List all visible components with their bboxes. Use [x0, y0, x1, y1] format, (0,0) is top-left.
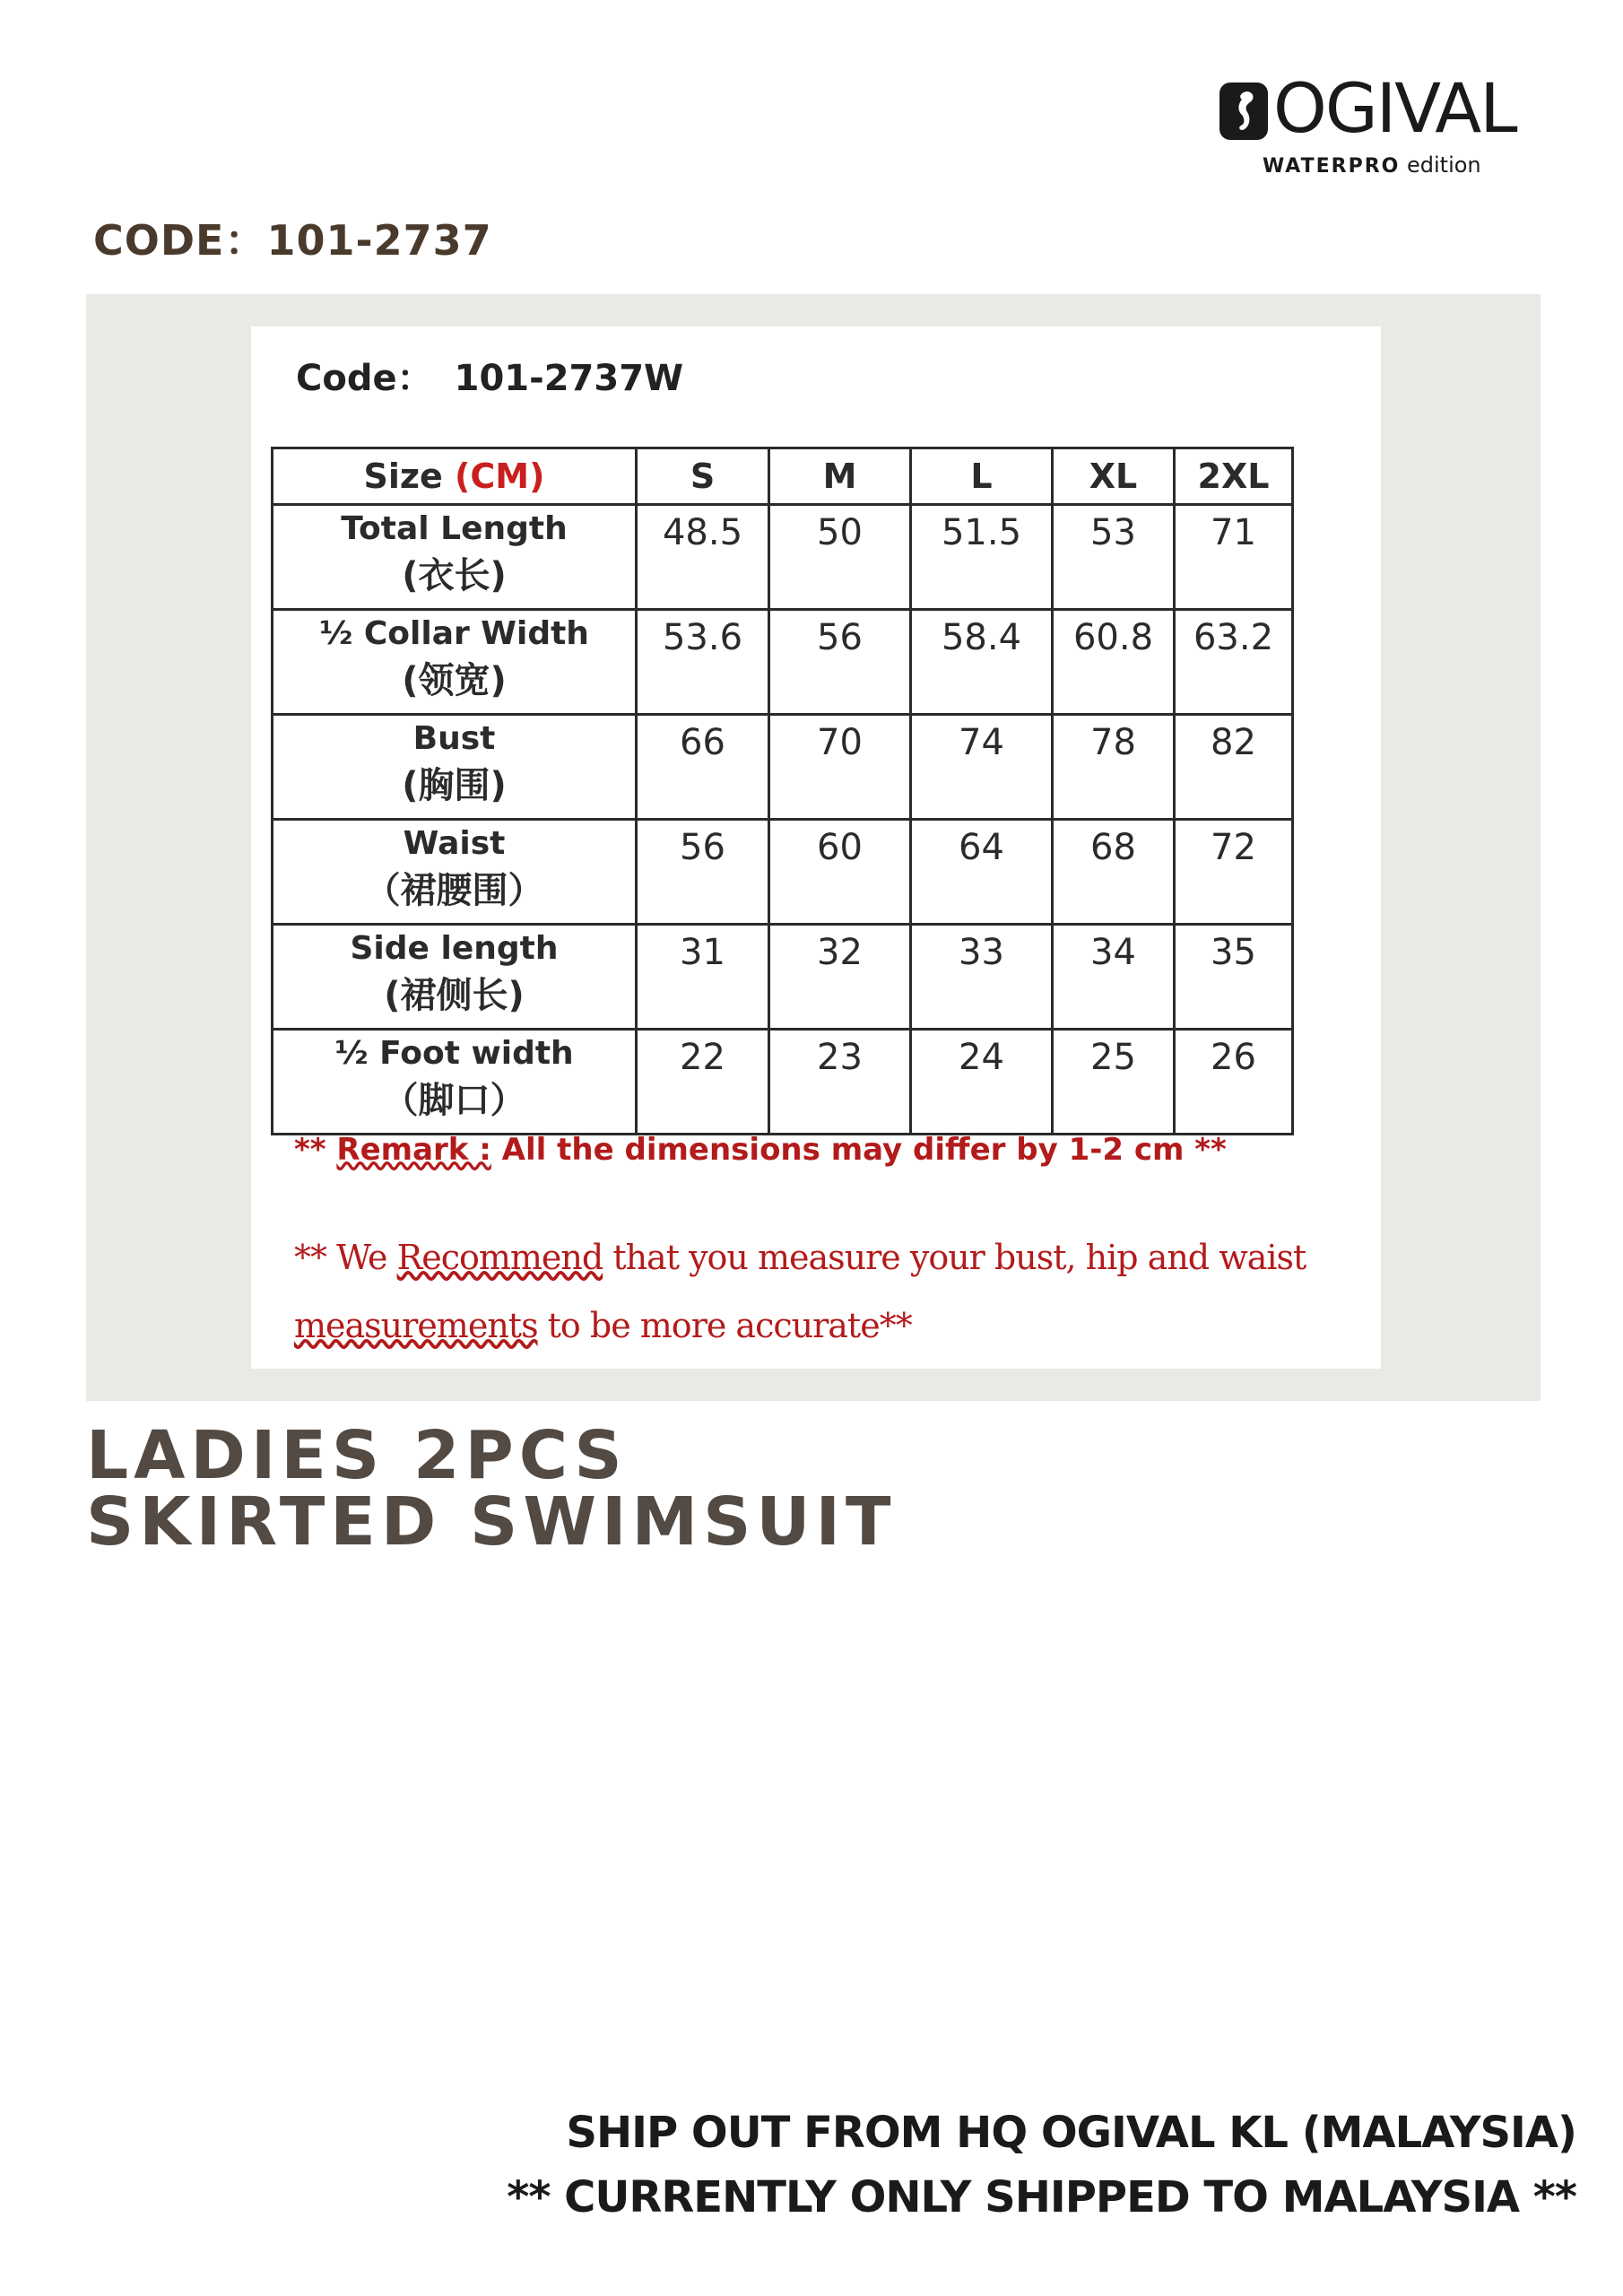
measurement-name-cn: (衣长) [402, 555, 507, 596]
table-cell: 56 [637, 820, 769, 925]
table-cell: 31 [637, 925, 769, 1030]
product-title [86, 1417, 897, 1561]
table-row [273, 1030, 1293, 1135]
table-cell: 71 [1175, 505, 1293, 610]
size-unit: (CM) [455, 457, 545, 496]
size-col-header: XL [1053, 448, 1175, 505]
size-col-header: M [769, 448, 911, 505]
measurement-name-cn: （裙腰围） [364, 870, 544, 911]
recommend-note [294, 1223, 1306, 1360]
recommend-prefix: ** We [294, 1238, 397, 1277]
product-title-line-1: LADIES 2PCS [86, 1417, 628, 1494]
table-cell: 23 [769, 1030, 911, 1135]
measurement-name: Side length [350, 930, 559, 967]
size-col-header: 2XL [1175, 448, 1293, 505]
size-chart-code [296, 350, 683, 401]
table-cell: 56 [769, 610, 911, 715]
recommend-text: that you measure your bust, hip and waist [603, 1238, 1306, 1277]
measurement-label [273, 505, 637, 610]
table-cell: 63.2 [1175, 610, 1293, 715]
size-chart-card [251, 326, 1381, 1369]
table-cell: 53.6 [637, 610, 769, 715]
table-cell: 64 [911, 820, 1053, 925]
table-cell: 34 [1053, 925, 1175, 1030]
measurement-name-cn: (胸围) [402, 765, 507, 806]
remark-note [294, 1132, 1227, 1168]
table-cell: 35 [1175, 925, 1293, 1030]
shipping-line-2: ** CURRENTLY ONLY SHIPPED TO MALAYSIA ** [507, 2172, 1576, 2222]
edition-label: edition [1406, 152, 1481, 178]
product-title-line-2: SKIRTED SWIMSUIT [86, 1483, 897, 1561]
measurement-name-cn: (裙侧长) [384, 975, 525, 1016]
table-cell: 50 [769, 505, 911, 610]
size-col-header: S [637, 448, 769, 505]
table-cell: 72 [1175, 820, 1293, 925]
measurement-name: Waist [403, 825, 506, 862]
table-cell: 66 [637, 715, 769, 820]
table-cell: 68 [1053, 820, 1175, 925]
table-cell: 60 [769, 820, 911, 925]
remark-prefix: ** [294, 1132, 337, 1168]
shipping-line-1: SHIP OUT FROM HQ OGIVAL KL (MALAYSIA) [566, 2108, 1576, 2158]
table-cell: 82 [1175, 715, 1293, 820]
table-cell: 78 [1053, 715, 1175, 820]
table-cell: 48.5 [637, 505, 769, 610]
measurement-label [273, 610, 637, 715]
table-cell: 58.4 [911, 610, 1053, 715]
brand-name: OGIVAL [1273, 68, 1516, 148]
table-row [273, 715, 1293, 820]
brand-logo [1219, 68, 1542, 183]
brand-subtitle [1263, 152, 1481, 178]
table-row [273, 820, 1293, 925]
measurement-label [273, 715, 637, 820]
shipping-info [507, 2100, 1576, 2230]
measurement-label [273, 1030, 637, 1135]
size-table-header [273, 448, 1293, 505]
table-cell: 60.8 [1053, 610, 1175, 715]
measurement-name: Bust [412, 720, 496, 757]
measurement-label [273, 925, 637, 1030]
size-table [271, 447, 1294, 1135]
measurement-name: ½ Foot width [334, 1035, 574, 1072]
remark-text: All the dimensions may differ by 1-2 cm ** [490, 1132, 1227, 1168]
sub-brand: WATERPRO [1263, 155, 1401, 178]
recommend-line-2 [294, 1292, 1306, 1360]
size-header-cell [273, 448, 637, 505]
remark-label: Remark : [336, 1132, 491, 1168]
table-cell: 33 [911, 925, 1053, 1030]
measurement-name-cn: (领宽) [402, 660, 507, 701]
table-cell: 53 [1053, 505, 1175, 610]
table-row [273, 505, 1293, 610]
table-cell: 25 [1053, 1030, 1175, 1135]
size-chart-panel [86, 294, 1541, 1401]
recommend-word: Recommend [396, 1238, 603, 1277]
size-header-label: Size [363, 457, 443, 496]
measurement-name: Total Length [341, 510, 568, 547]
table-cell: 32 [769, 925, 911, 1030]
size-chart-code-label: Code： [296, 358, 433, 399]
table-cell: 22 [637, 1030, 769, 1135]
seahorse-icon [1219, 83, 1268, 140]
recommend-line2-text: to be more accurate** [537, 1306, 912, 1345]
measurement-label [273, 820, 637, 925]
recommend-line2-word: measurements [294, 1306, 538, 1345]
size-chart-code-value: 101-2737W [454, 358, 684, 399]
measurement-name-cn: （脚口） [382, 1080, 526, 1121]
product-code: CODE：101-2737 [93, 216, 492, 265]
measurement-name: ½ Collar Width [319, 615, 589, 652]
table-cell: 70 [769, 715, 911, 820]
table-cell: 74 [911, 715, 1053, 820]
recommend-line-1 [294, 1223, 1306, 1292]
size-col-header: L [911, 448, 1053, 505]
table-cell: 24 [911, 1030, 1053, 1135]
table-cell: 51.5 [911, 505, 1053, 610]
table-row [273, 610, 1293, 715]
table-cell: 26 [1175, 1030, 1293, 1135]
table-row [273, 925, 1293, 1030]
